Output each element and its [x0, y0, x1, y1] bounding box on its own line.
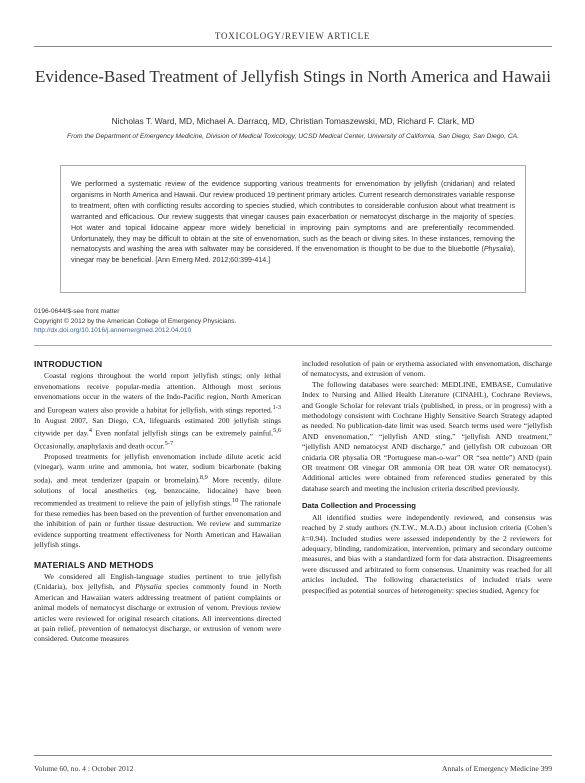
citation-ref: 8,9 — [199, 473, 208, 481]
citation-ref: 10 — [231, 497, 239, 504]
methods-p1-text-a: We considered all English-language studies pertinent to true jellyfish (Cnidaria), box jellyfish, and — [34, 571, 281, 592]
kappa-symbol: k — [302, 533, 306, 543]
header-divider — [34, 46, 552, 47]
methods-heading: MATERIALS AND METHODS — [34, 559, 154, 570]
abstract-species-name: Physalia — [483, 245, 511, 254]
methods-paragraph-1 — [34, 572, 281, 645]
intro-p1-text-b: In August 2007, San Diego, CA, lifeguards estimated 200 jellyfish stings citywide per day. — [34, 415, 281, 438]
spacer — [302, 494, 552, 501]
intro-p2-text-a: Proposed treatments for jellyfish envenomation include dilute acetic acid (vinegar), warm urine and ammonia, hot water, sodium bicarbonate (baking soda), and meat tenderizer (papain or bromelain). — [34, 451, 281, 485]
abstract-text-part1: We performed a systematic review of the evidence supporting various treatments for envenomation by jellyfish (cnidarian) and related organisms in North America and Hawaii. Our review produced 19 pertinent primary articles. Current research demonstrates variable response to treatment, often with conflicting results according to species studied, which contributes to considerable confusion about what treatment is warranted and efficacious. Our review suggests that vinegar causes pain exacerbation or nematocyst discharge in the majority of species. Hot water and topical lidocaine appear more widely beneficial in improving pain symptoms and are preferentially recommended. Unfortunately, they may be difficult to obtain at the site of envenomation, such as the beach or diving sites. In these instances, removing the nematocysts and washing the area with saltwater may be considered. If the envenomation is thought to be due to the bluebottle ( — [71, 180, 515, 254]
data-collection-text-a: All identified studies were independently reviewed, and consensus was reached by 2 study authors (N.T.W., M.A.D.) about inclusion criteria (Cohen’s — [302, 512, 552, 533]
publication-metadata — [34, 307, 236, 336]
abstract-box — [60, 165, 526, 293]
article-title: Evidence-Based Treatment of Jellyfish Stings in North America and Hawaii — [34, 67, 552, 86]
journal-issue: Volume 60, no. 4 : October 2012 — [34, 764, 134, 773]
doi-link[interactable]: http://dx.doi.org/10.1016/j.annemergmed.2012.04.010 — [34, 327, 192, 335]
data-collection-text-b: =0.94). Included studies were assessed independently by the 2 reviewers for adequacy, blinding, randomization, intervention, primary and secondary outcome measures, and bias with a standardized form for data abstraction. Disagreements were discussed and arbitrated to form consensus. Unanimity was reached for all articles included. The following characteristics of included trials were prespecified as potential sources of heterogeneity: species studied, Agency for — [302, 533, 552, 595]
intro-p2-text-c: The rationale for these remedies has been based on the prevention of further envenomation and the inhibition of pain or further tissue destruction. We review and summarize evidence supporting treatment effectiveness for North American and Hawaiian jellyfish stings. — [34, 498, 281, 550]
data-collection-subheading: Data Collection and Processing — [302, 501, 416, 511]
spacer — [34, 551, 281, 560]
intro-p1-text-c: Even nonfatal jellyfish stings can be extremely painful. — [92, 428, 274, 438]
methods-p1-text-b: species commonly found in North American and Hawaiian waters addressing treatment of patient complaints or animal models of nematocyst discharge or extrusion of venom. Previous review articles were reviewed for original research citations. All interventions directed at pain relief, prevention of nematocyst discharge, or extrusion of venom were considered. Outcome measures — [34, 582, 281, 644]
copyright-line: Copyright © 2012 by the American College of Emergency Physicians. — [34, 317, 237, 325]
abstract-text-part2: ), vinegar may be beneficial. [Ann Emerg Med. 2012;60:399-414.] — [71, 245, 515, 265]
citation-ref: 4 — [88, 426, 93, 434]
author-list: Nicholas T. Ward, MD, Michael A. Darracq, MD, Christian Tomaszewski, MD, Richard F. Clark, MD — [111, 116, 475, 126]
species-name: Physalia — [135, 582, 162, 592]
citation-ref: 5,6 — [273, 426, 281, 434]
author-affiliation: From the Department of Emergency Medicine, Division of Medical Toxicology, UCSD Medical Center, University of California, San Diego, San Diego, CA. — [67, 133, 519, 140]
footer-divider — [34, 755, 552, 756]
issn-line: 0196-0644/$-see front matter — [34, 308, 120, 315]
intro-p2-text-b: More recently, dilute solutions of local anesthetics (eg, benzocaine, lidocaine) have been recommended as treatment to relieve the pain of jellyfish stings. — [34, 475, 282, 508]
body-divider — [34, 345, 552, 346]
journal-page: Annals of Emergency Medicine 399 — [442, 764, 552, 773]
intro-p1-text-d: Occasionally, anaphylaxis and death occur. — [34, 441, 165, 451]
citation-ref: 1-3 — [272, 403, 281, 411]
intro-paragraph-2 — [34, 452, 281, 551]
introduction-heading: INTRODUCTION — [34, 359, 103, 369]
database-search-paragraph: The following databases were searched: MEDLINE, EMBASE, Cumulative Index to Nursing and Allied Health Literature (CINAHL), Cochrane Reviews, and Google Scholar for relevant trials (published, in press, or in progress) with a methodology consistent with Cochrane Highly Sensitive Search Strategy adapted as needed. No publication-date limit was used. Search terms used were “jellyfish AND envenomation,” “jellyfish AND sting,” “jellyfish AND treatment,” “jellyfish AND nematocyst AND discharge,” and (jellyfish OR cubozoan OR cnidaria OR physalia OR “Portuguese man-o-war” OR “sea nettle”) AND (pain OR treatment OR vinegar OR ammonia OR heat OR water OR nematocyst). Additional articles were obtained from referenced studies generated by this database search and meeting the inclusion criteria described previously. — [302, 379, 552, 493]
data-collection-paragraph — [302, 513, 552, 596]
left-column — [34, 359, 281, 645]
intro-paragraph-1 — [34, 371, 281, 451]
section-label: TOXICOLOGY/REVIEW ARTICLE — [214, 31, 371, 41]
citation-ref: 5-7 — [164, 439, 174, 447]
abstract-text — [71, 179, 515, 266]
intro-p1-text-a: Coastal regions throughout the world report jellyfish stings; only lethal envenomations receive popular-media attention. Although most serious envenomations occur in the waters of the Indo-Pacific region, North American and European waters also provide a habitat for jellyfish, with stings reported. — [34, 371, 281, 415]
methods-continued-paragraph: included resolution of pain or erythema associated with envenomation, discharge of nematocysts, and extrusion of venom. — [302, 359, 552, 379]
right-column — [302, 359, 552, 596]
